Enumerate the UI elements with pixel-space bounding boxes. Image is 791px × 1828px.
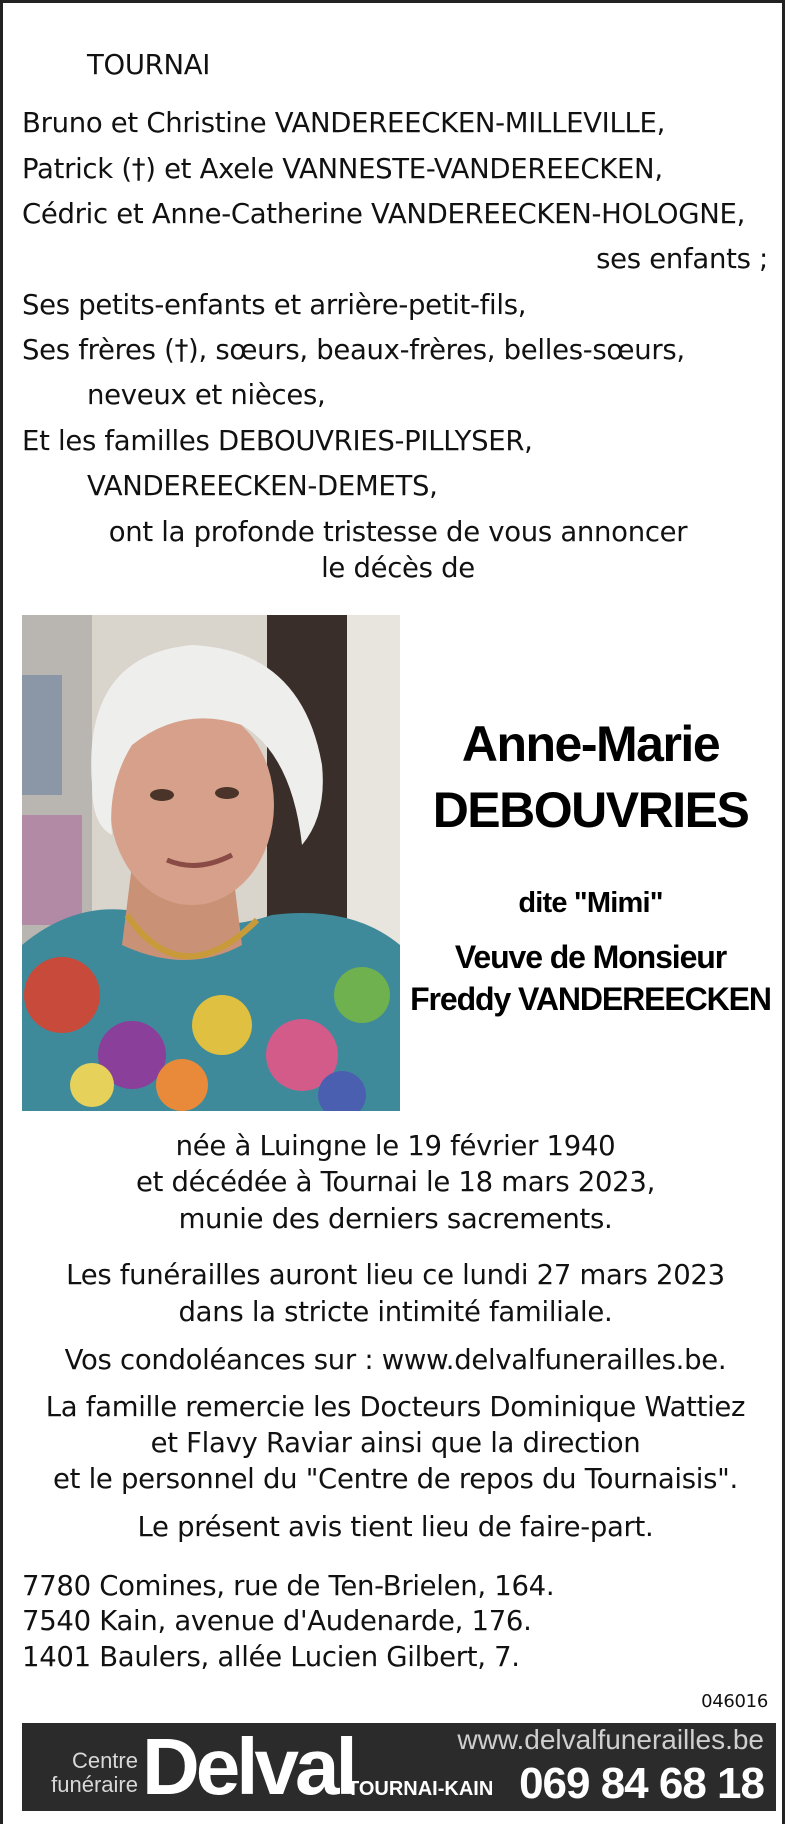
funeral-home-banner [22, 1723, 776, 1811]
widow-line: Veuve de Monsieur [454, 939, 727, 975]
announcement-line: le décès de [321, 552, 475, 584]
notice-line: Le présent avis tient lieu de faire-part. [137, 1511, 654, 1543]
address-line: 1401 Baulers, allée Lucien Gilbert, 7. [22, 1641, 520, 1673]
address-line: 7780 Comines, rue de Ten-Brielen, 164. [22, 1570, 555, 1602]
address-line: 7540 Kain, avenue d'Audenarde, 176. [22, 1605, 532, 1637]
deceased-nickname: dite "Mimi" [518, 887, 663, 919]
deceased-first-name: Anne-Marie [461, 716, 720, 772]
family-line: Patrick (†) et Axele VANNESTE-VANDEREECKEN, [22, 153, 663, 185]
location-label: TOURNAI-KAIN [347, 1778, 494, 1800]
thanks-line: et Flavy Raviar ainsi que la direction [150, 1427, 641, 1459]
condolences-line: Vos condoléances sur : www.delvalfunerailles.be. [64, 1344, 727, 1376]
thanks-line: et le personnel du "Centre de repos du Tournaisis". [53, 1463, 738, 1495]
funeral-line: Les funérailles auront lieu ce lundi 27 mars 2023 [66, 1259, 725, 1291]
announcement-line: ont la profonde tristesse de vous annoncer [108, 516, 688, 548]
sacrament-line: munie des derniers sacrements. [178, 1203, 613, 1235]
city-header: TOURNAI [87, 49, 211, 81]
extended-family-line: VANDEREECKEN-DEMETS, [87, 470, 438, 502]
extended-family-line: Et les familles DEBOUVRIES-PILLYSER, [22, 425, 533, 457]
phone-number[interactable]: 069 84 68 18 [519, 1759, 764, 1808]
birth-line: née à Luingne le 19 février 1940 [175, 1130, 616, 1162]
brand-logo-text: Delval [142, 1722, 354, 1811]
family-line: Cédric et Anne-Catherine VANDEREECKEN-HOLOGNE, [22, 198, 746, 230]
death-line: et décédée à Tournai le 18 mars 2023, [135, 1166, 656, 1198]
centre-label: Centre [71, 1748, 138, 1773]
extended-family-line: neveux et nièces, [87, 379, 326, 411]
funeral-line: dans la stricte intimité familiale. [178, 1296, 613, 1328]
portrait-photo [22, 615, 400, 1111]
extended-family-line: Ses petits-enfants et arrière-petit-fils, [22, 289, 527, 321]
website-link[interactable]: www.delvalfunerailles.be [457, 1724, 764, 1755]
funeraire-label: funéraire [51, 1772, 138, 1797]
thanks-line: La famille remercie les Docteurs Dominique Wattiez [45, 1391, 746, 1423]
extended-family-line: Ses frères (†), sœurs, beaux-frères, belles-sœurs, [22, 334, 685, 366]
deceased-last-name: DEBOUVRIES [432, 782, 749, 838]
widow-line: Freddy VANDEREECKEN [410, 981, 771, 1017]
family-line: Bruno et Christine VANDEREECKEN-MILLEVILLE, [22, 107, 666, 139]
children-label: ses enfants ; [596, 243, 768, 275]
reference-number: 046016 [701, 1691, 768, 1712]
